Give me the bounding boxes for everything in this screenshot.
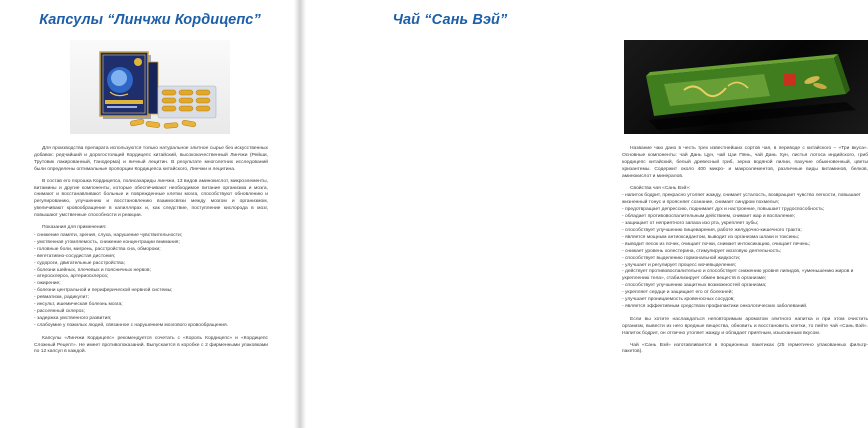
left-page — [0, 0, 300, 428]
list-item: - улучшает и регулирует процесс мочевыделения; — [622, 262, 737, 268]
list-item: - способствует улучшению защитных возможностей организма; — [622, 283, 767, 289]
list-item: - укрепляет сердце и защищает его от болезней; — [622, 290, 733, 296]
list-item: - выводит песок из почек, очищает почки, снимает интоксикацию, очищает печень; — [622, 241, 811, 247]
list-item: - атеросклероз, артериосклероз; — [34, 274, 109, 280]
intro-paragraph-1: Для производства препарата используются только натуральное элитное сырье без искусственных добавок: редчайший и дорогостоящий Кордицепс китайский, высококачественный Линчжи (Рейши, Трутовик лакированный, Ганодерма) и яичный лецитин. В результате многолетних исследований были определены оптимальные пропорции Кордицепса китайского, Линчжи и лецитина. — [34, 146, 268, 172]
list-item: - ожирение; — [34, 281, 61, 287]
cordyceps-capsule-box-photo — [70, 40, 230, 134]
left-page-title: Капсулы “Линчжи Кордицепс” — [39, 12, 261, 28]
list-item: - снижение памяти, зрения, слуха, нарушение чувствительности; — [34, 232, 183, 238]
intro-paragraph-2: В состав его порошка Кордицепса, полисахариды линчжи, 13 видов аминокислот, микроэлементы, витамины и другие компоненты, которые обеспечивают необходимое питание организма и мозга, снимают и восстанавливают больные и поврежденные клетки мозга, способствуют обновлению и регулированию, улучшению и восстановлению взаимосвязи между мозгом и организмом, увеличивают кровообращение в капиллярах и, как следствие, поступление кислорода в мозг, повышают умственные способности и реакции. — [34, 178, 268, 219]
list-item: - обладает противовоспалительным действием, снимает жар и воспаление; — [622, 214, 796, 220]
list-item: - защищает от неприятного запаха изо рта, укрепляет зубы; — [622, 221, 759, 227]
list-item: - болезни центральной и периферической нервной системы; — [34, 288, 173, 294]
list-item: - задержка умственного развития; — [34, 315, 112, 321]
list-item: - вегетативно-сосудистая дистония; — [34, 253, 116, 259]
properties-heading: Свойства чая «Сань Вэй»: — [630, 185, 691, 191]
list-item: - умственная утомляемость, снижение концентрации внимания; — [34, 239, 180, 245]
indications-list — [34, 233, 268, 330]
list-item: - рассеянный склероз; — [34, 308, 85, 314]
closing-paragraph: Капсулы «Линчжи Кордицепс» рекомендуется сочетать с «Король Кордицепс» и «Кордицепс Сложный Рецепт». Не имеет противопоказаний. Выпускается в коробке с 2 фирменными упаковками по 12 капсул в каждой. — [34, 335, 268, 355]
properties-list — [622, 193, 868, 310]
list-item: - головные боли, мигрень, расстройства сна, обмороки; — [34, 246, 161, 252]
tea-box-photo — [624, 40, 868, 134]
list-item: - способствует улучшению пищеварения, работе желудочно-кишечного тракта; — [622, 227, 802, 233]
list-item: - слабоумие у пожилых людей, связанное с нарушением мозгового кровообращения. — [34, 322, 229, 328]
intro-paragraph: Название чаю дано в честь трех известнейших сортов чая, в переводе с китайского – «Три вкуса». Основные компоненты: чай Дань Цун, чай Цзи Пянь, чай Дань Хун, листья лотоса индийского, гриб кордицепс китайский, белый древесный гриб, зерна водяной лилии, пахучие обыкновенный, цветы хризантемы. Содержит около 400 микро- и макроэлементов, различные виды витаминов, белков, аминокислот и минералов. — [622, 146, 868, 179]
right-page-text — [622, 146, 868, 361]
closing-paragraph-1: Если вы хотите наслаждаться неповторимым ароматом элитного напитка и при этом очистить организм, вывести из него вредные вещества, обновить и восстановить клетки, то пейте чай «Сань Вэй». Напиток бодрит, он отлично утоляет жажду и обладает приятным, изысканным вкусом. — [622, 316, 868, 336]
list-item: - действует противовоспалительно и способствует снижению уровня липидов, «уменьшению жиров и укреплению тела», стабилизирует обмен веществ в организме; — [622, 269, 854, 282]
list-item: - ревматизм, радикулит; — [34, 295, 89, 301]
tea-box-illustration — [624, 40, 868, 134]
right-page-title: Чай “Сань Вэй” — [392, 12, 508, 28]
list-item: - является эффективным средством профилактики онкологических заболеваний. — [622, 303, 808, 309]
list-item: - предотвращает депрессию, поднимает дух и настроение, повышает трудоспособность; — [622, 207, 825, 213]
list-item: - болезни шейных, плечевых и поясничных нервов; — [34, 267, 151, 273]
right-page — [300, 0, 868, 428]
list-item: - судороги, двигательные расстройства; — [34, 260, 125, 266]
list-item: - инсульт, ишемическая болезнь мозга; — [34, 302, 123, 308]
left-page-text — [34, 146, 268, 361]
list-item: - улучшает проницаемость кровеносных сосудов; — [622, 297, 735, 303]
closing-paragraph-2: Чай «Сань Вэй» изготавливается в порционных пакетиках (25 герметично упакованных фильтр-пакетов). — [622, 342, 868, 355]
capsule-box-illustration — [70, 40, 230, 134]
list-item: - снижает уровень холестерина, стимулирует мозговую деятельность; — [622, 248, 782, 254]
list-item: - является мощным антиоксидантом, выводит из организма шлаки и токсины; — [622, 234, 800, 240]
list-item: - способствует выделению гормональной жидкости; — [622, 255, 741, 261]
indications-heading: Показания для применения: — [42, 225, 107, 231]
list-item: - напиток бодрит, прекрасно утоляет жажду, снимает усталость, возвращает чувство легкости, повышает жизненный тонус и проясняет сознание, снимает синдром похмелья; — [622, 193, 861, 206]
